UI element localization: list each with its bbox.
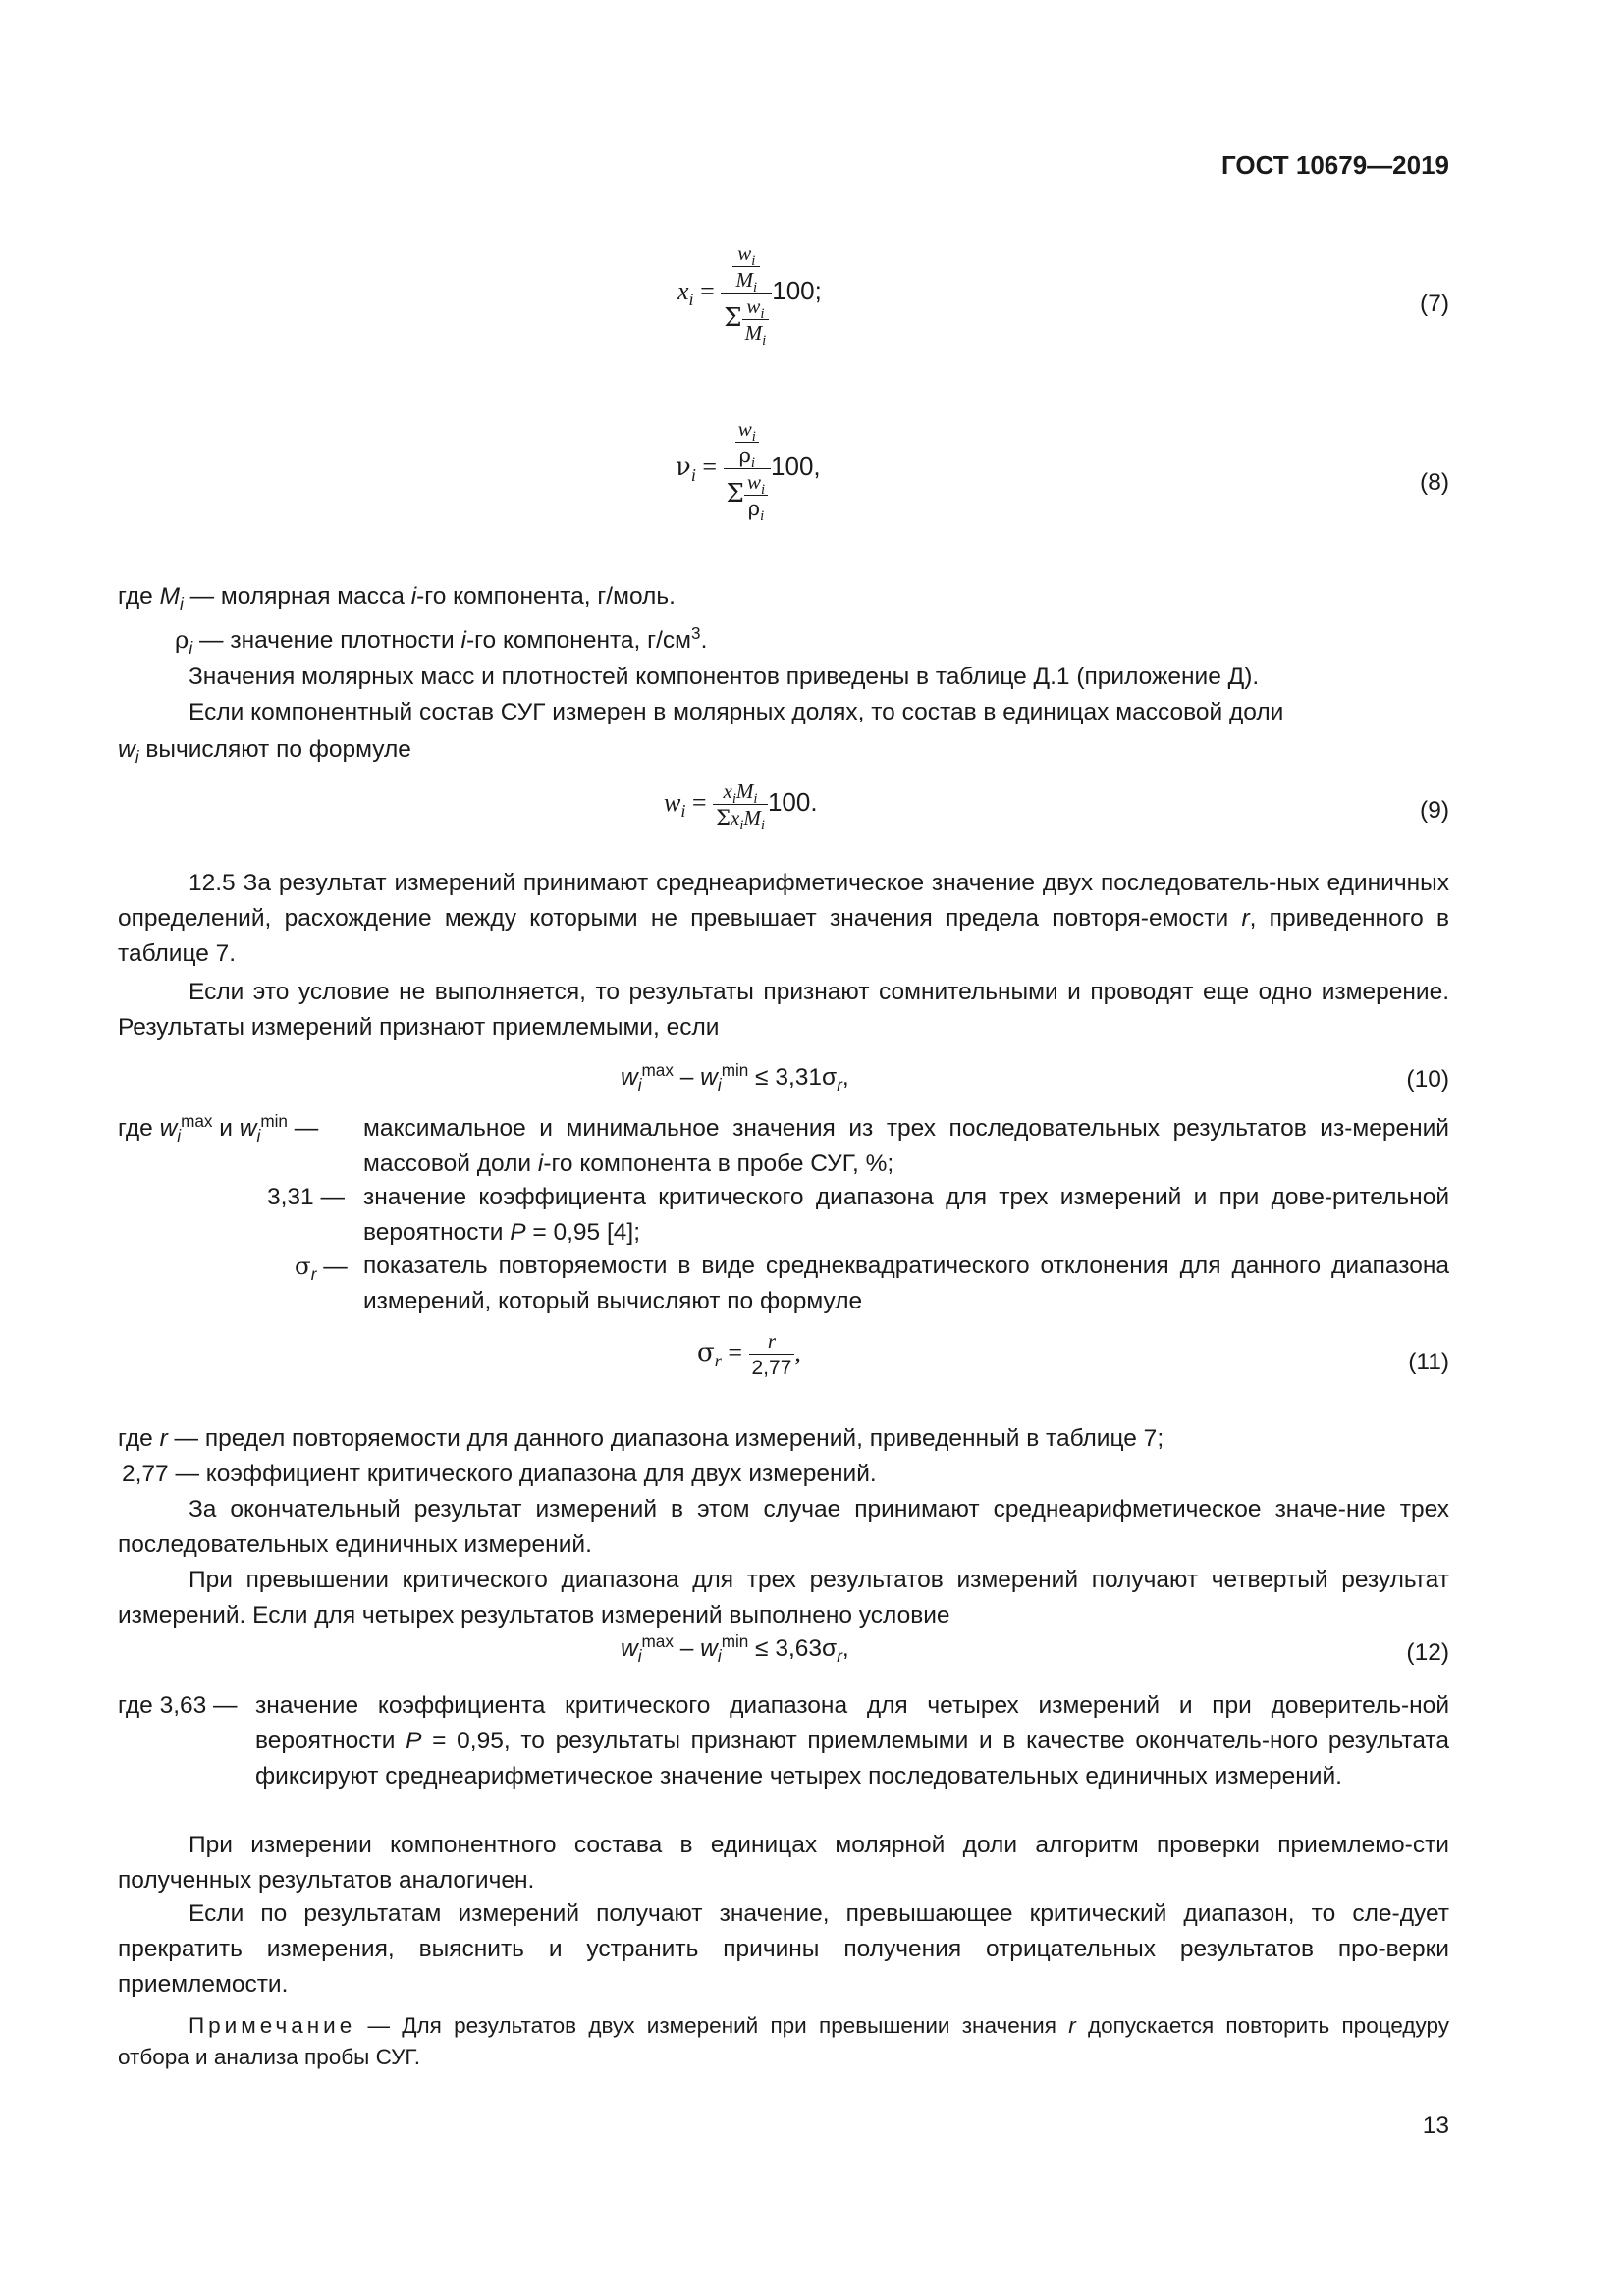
formula-8: $\nu_i$ = $\frac{w_i}{\rho_i}$ Σ $\frac{w_i}{\rho_i}$ 100, xyxy=(676,417,821,525)
legend-sigma-r-text: показатель повторяемости в виде среднеквадратического отклонения для данного диапазона измерений, который вычисляют по формуле xyxy=(363,1253,1449,1314)
equation-number-7: (7) xyxy=(1420,291,1449,317)
legend-277: 2,77 — коэффициент критического диапазона для двух измерений. xyxy=(122,1461,877,1487)
legend-sigma-r-label: $\sigma_r$ — xyxy=(295,1252,348,1284)
legend-363-label: где 3,63 — xyxy=(118,1692,238,1719)
page-number: 13 xyxy=(1422,2112,1449,2139)
legend-331-label: 3,31 — xyxy=(267,1184,345,1210)
equation-number-9: (9) xyxy=(1420,797,1449,824)
formula-10: $w_i^{max} - w_i^{min} \le 3,31\sigma_r$, xyxy=(621,1059,849,1095)
legend-molar-mass: где $M_i$ — молярная масса i-го компонента, г/моль. xyxy=(118,583,676,614)
equation-number-11: (11) xyxy=(1408,1349,1449,1375)
legend-density: $\rho_i$ — значение плотности i-го компонента, $г/см^3$. xyxy=(175,622,708,658)
equation-number-10: (10) xyxy=(1406,1066,1449,1093)
paragraph-molar-masses: Значения молярных масс и плотностей компонентов приведены в таблице Д.1 (приложение Д). xyxy=(189,664,1260,690)
legend-wmax-wmin-text: максимальное и минимальное значения из трех последовательных результатов из-мерений массовой доли i-го компонента в пробе СУГ, %; xyxy=(363,1115,1449,1177)
equation-number-8: (8) xyxy=(1420,469,1449,496)
note: Примечание — Для результатов двух измерений при превышении значения r допускается повторить процедуру отбора и анализа пробы СУГ. xyxy=(118,2013,1450,2069)
legend-363-text: значение коэффициента критического диапазона для четырех измерений и при доверитель-ной вероятности P = 0,95, то результаты признают приемлемыми и в качестве окончатель-ного результата фиксируют среднеарифметическое значение четырех последовательных единичных измерений. xyxy=(255,1692,1449,1789)
formula-11: $\sigma_r$ = $\frac{r}{2,77}$ , xyxy=(697,1329,801,1379)
paragraph-12-5: 12.5 За результат измерений принимают среднеарифметическое значение двух последователь-ных единичных определений, расхождение между которыми не превышает значения предела повторя-емости r, приведенного в таблице 7. xyxy=(118,870,1449,967)
formula-9: $w_i$ = $\frac{x_iM_i}{\Sigma x_iM_i}$ 100. xyxy=(664,779,818,834)
paragraph-molar-fractions-2: $w_i$ вычисляют по формуле xyxy=(118,736,411,767)
legend-r: где r — предел повторяемости для данного диапазона измерений, приведенный в таблице 7; xyxy=(118,1425,1164,1452)
legend-wmax-wmin-label: где $w_i^{max}$ и $w_i^{min}$ — xyxy=(118,1110,319,1146)
paragraph-doubtful: Если это условие не выполняется, то результаты признают сомнительными и проводят еще одно измерение. Результаты измерений признают приемлемыми, если xyxy=(118,979,1449,1041)
paragraph-molar-fractions-1: Если компонентный состав СУГ измерен в молярных долях, то состав в единицах массовой доли xyxy=(189,699,1284,725)
paragraph-molar-check: При измерении компонентного состава в единицах молярной доли алгоритм проверки приемлемо-сти полученных результатов аналогичен. xyxy=(118,1832,1449,1894)
paragraph-exceed: При превышении критического диапазона для трех результатов измерений получают четвертый результат измерений. Если для четырех результатов измерений выполнено условие xyxy=(118,1567,1449,1629)
legend-331-text: значение коэффициента критического диапазона для трех измерений и при дове-рительной вероятности P = 0,95 [4]; xyxy=(363,1184,1449,1246)
document-code: ГОСТ 10679—2019 xyxy=(1221,150,1449,180)
paragraph-stop: Если по результатам измерений получают значение, превышающее критический диапазон, то сле-дует прекратить измерения, выяснить и устранить причины получения отрицательных результатов про-верки приемлемости. xyxy=(118,1900,1449,1998)
formula-12: $w_i^{max} - w_i^{min} \le 3,63\sigma_r$, xyxy=(621,1630,849,1666)
formula-7: $x_i$ = $\frac{w_i}{M_i}$ Σ $\frac{w_i}{M_i}$ 100; xyxy=(677,241,822,349)
paragraph-final-result: За окончательный результат измерений в этом случае принимают среднеарифметическое значе-ние трех последовательных единичных измерений. xyxy=(118,1496,1449,1558)
equation-number-12: (12) xyxy=(1406,1639,1449,1666)
